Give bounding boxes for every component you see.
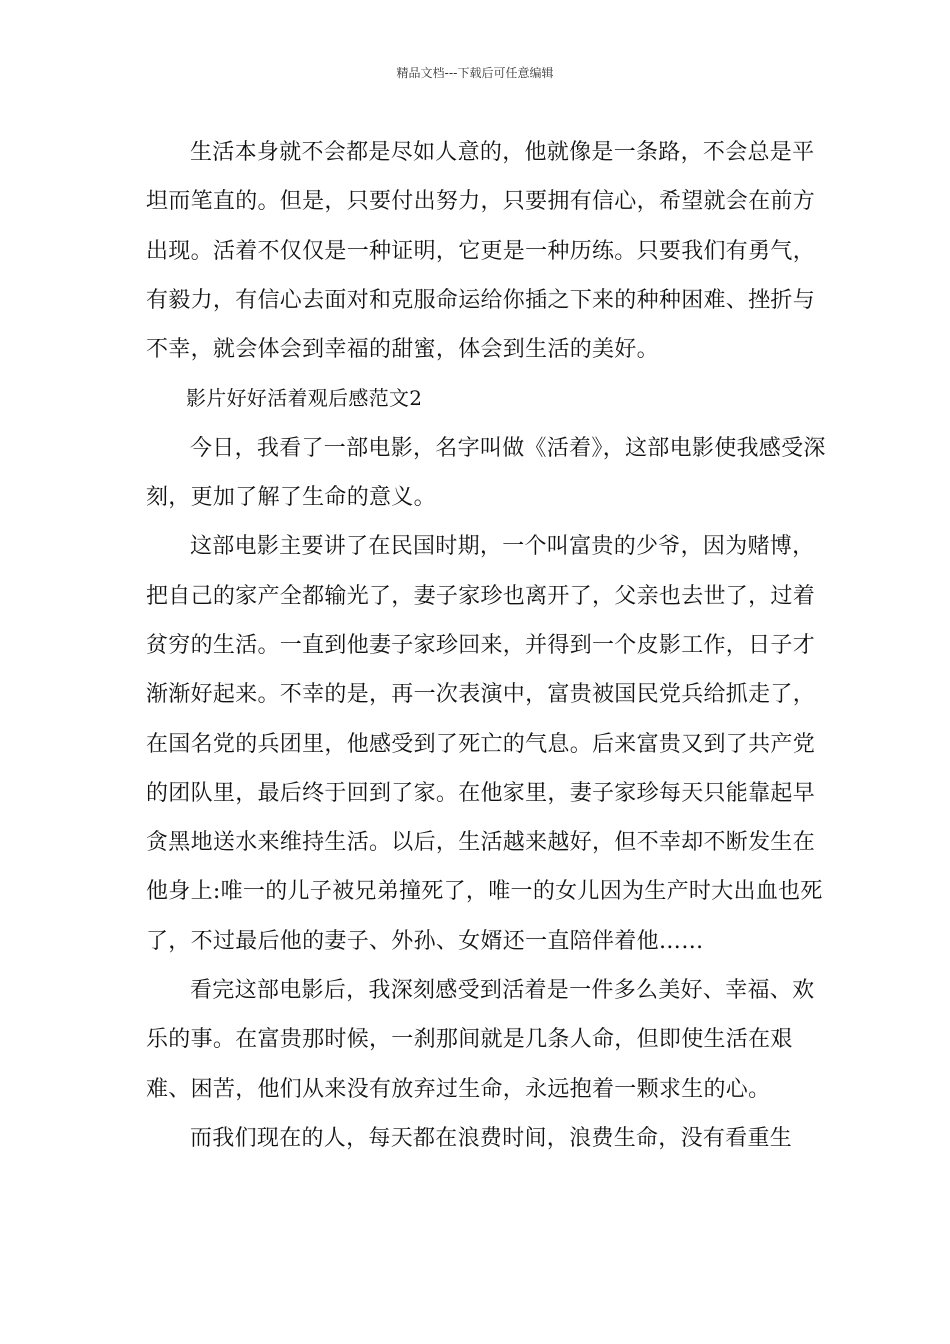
paragraph-intro: 今日，我看了一部电影，名字叫做《活着》，这部电影使我感受深刻，更加了解了生命的意义。 — [146, 435, 826, 511]
paragraph-life-reflection: 生活本身就不会都是尽如人意的，他就像是一条路，不会总是平坦而笔直的。但是，只要付出努力，只要拥有信心，希望就会在前方出现。活着不仅仅是一种证明，它更是一种历练。只要我们有勇气，有毅力，有信心去面对和克服命运给你插之下来的种种困难、挫折与不幸，就会体会到幸福的甜蜜，体会到生活的美好。 — [146, 140, 816, 363]
paragraph-modern-people: 而我们现在的人，每天都在浪费时间，浪费生命，没有看重生 — [190, 1125, 793, 1151]
document-body — [146, 128, 826, 1163]
paragraph-after-watching: 看完这部电影后，我深刻感受到活着是一件多么美好、幸福、欢乐的事。在富贵那时候，一刹那间就是几条人命，但即使生活在艰难、困苦，他们从来没有放弃过生命，永远抱着一颗求生的心。 — [146, 978, 815, 1102]
section-subtitle: 影片好好活着观后感范文2 — [186, 386, 423, 411]
paragraph-plot-summary: 这部电影主要讲了在民国时期，一个叫富贵的少爷，因为赌博，把自己的家产全都输光了，妻子家珍也离开了，父亲也去世了，过着贫穷的生活。一直到他妻子家珍回来，并得到一个皮影工作，日子才渐渐好起来。不幸的是，再一次表演中，富贵被国民党兵给抓走了，在国名党的兵团里，他感受到了死亡的气息。后来富贵又到了共产党的团队里，最后终于回到了家。在他家里，妻子家珍每天只能靠起早贪黑地送水来维持生活。以后，生活越来越好，但不幸却不断发生在他身上:唯一的儿子被兄弟撞死了，唯一的女儿因为生产时大出血也死了，不过最后他的妻子、外孙、女婿还一直陪伴着他…… — [146, 534, 823, 954]
page-header: 精品文档---下载后可任意编辑 — [396, 66, 554, 80]
